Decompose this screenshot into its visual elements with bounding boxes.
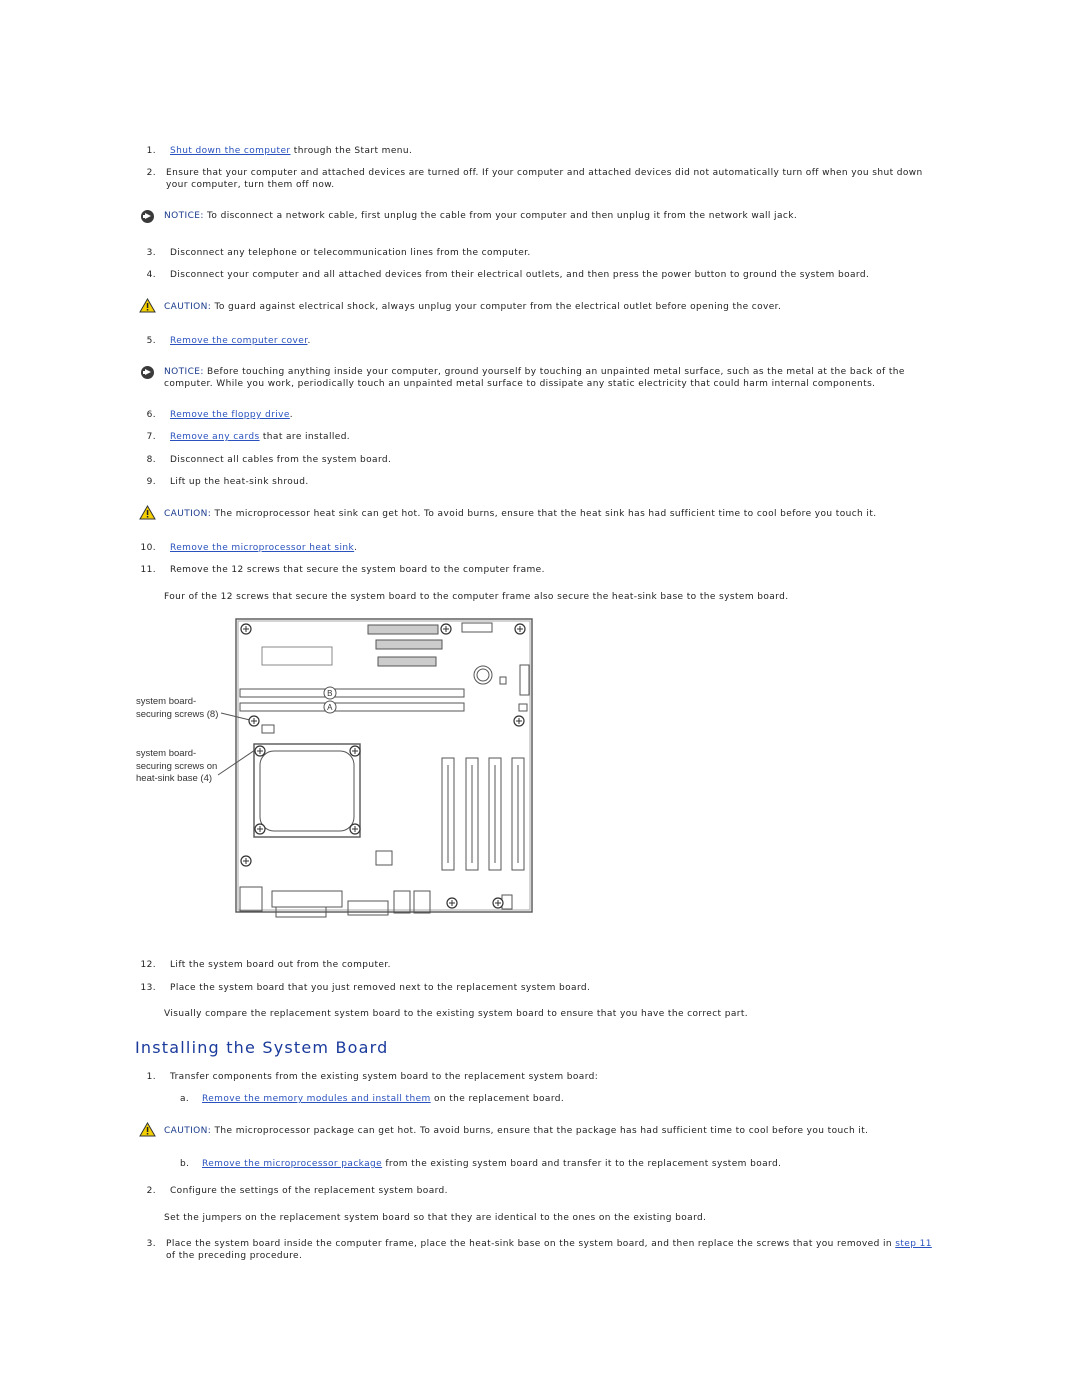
step-number: 4. <box>146 270 156 280</box>
caution-text: CAUTION: The microprocessor package can get hot. To avoid burns, ensure that the package has had sufficient time to cool before you touch it. <box>164 1126 869 1136</box>
caution-icon <box>139 1122 156 1137</box>
step-text: Disconnect all cables from the system board. <box>170 455 392 465</box>
substep-letter: b. <box>180 1159 190 1169</box>
step-text: Remove any cards that are installed. <box>170 432 351 442</box>
step-text: Disconnect any telephone or telecommunication lines from the computer. <box>170 248 531 258</box>
slot-b-label: B <box>327 689 333 698</box>
step-number: 2. <box>146 1186 156 1196</box>
step-number: 6. <box>146 410 156 420</box>
step-text: Ensure that your computer and attached devices are turned off. If your computer and attached devices did not automatically turn off when you shut down your computer, turn them off now. <box>166 168 923 190</box>
callout-heatsink-screws: system board- securing screws on heat-sink base (4) <box>136 748 218 784</box>
step-number: 2. <box>146 168 156 178</box>
remove-memory-link[interactable]: Remove the memory modules and install them <box>202 1094 431 1104</box>
step-number: 10. <box>140 543 156 553</box>
notice-text: NOTICE: Before touching anything inside your computer, ground yourself by touching an unpainted metal surface, such as the metal at the back of the computer. While you work, periodically touch an unpainted metal surface to dissipate any static electricity that could harm internal components. <box>164 367 905 389</box>
step-text: Shut down the computer through the Start menu. <box>170 146 413 156</box>
step-text: Place the system board inside the computer frame, place the heat-sink base on the system board, and then replace the screws that you removed in step 11 of the preceding procedure. <box>166 1239 932 1261</box>
screws-note: Four of the 12 screws that secure the system board to the computer frame also secure the heat-sink base to the system board. <box>164 592 789 602</box>
remove-cards-link[interactable]: Remove any cards <box>170 432 260 442</box>
step-number: 8. <box>146 455 156 465</box>
step-text: Remove the 12 screws that secure the system board to the computer frame. <box>170 565 545 575</box>
step-text: Remove the floppy drive. <box>170 410 294 420</box>
substep-text: Remove the microprocessor package from the existing system board and transfer it to the replacement system board. <box>202 1159 782 1169</box>
step-number: 12. <box>140 960 156 970</box>
step-number: 1. <box>146 146 156 156</box>
step-number: 13. <box>140 983 156 993</box>
step-text: Remove the microprocessor heat sink. <box>170 543 358 553</box>
step-number: 3. <box>146 248 156 258</box>
step-number: 5. <box>146 336 156 346</box>
step-text: Lift up the heat-sink shroud. <box>170 477 309 487</box>
step-text: Transfer components from the existing system board to the replacement system board: <box>170 1072 599 1082</box>
step-text: Place the system board that you just removed next to the replacement system board. <box>170 983 591 993</box>
caution-icon <box>139 298 156 313</box>
section-title: Installing the System Board <box>135 1038 389 1057</box>
caution-icon <box>139 505 156 520</box>
step-text: Disconnect your computer and all attached devices from their electrical outlets, and then press the power button to ground the system board. <box>170 270 870 280</box>
step-number: 9. <box>146 477 156 487</box>
step-text: Remove the computer cover. <box>170 336 311 346</box>
notice-icon <box>141 366 154 379</box>
system-board-diagram <box>136 615 536 920</box>
slot-a-label: A <box>327 703 333 712</box>
step-number: 3. <box>146 1239 156 1249</box>
remove-floppy-link[interactable]: Remove the floppy drive <box>170 410 290 420</box>
remove-heat-sink-link[interactable]: Remove the microprocessor heat sink <box>170 543 355 553</box>
notice-icon <box>141 210 154 223</box>
step-number: 7. <box>146 432 156 442</box>
step-number: 1. <box>146 1072 156 1082</box>
shut-down-link[interactable]: Shut down the computer <box>170 146 291 156</box>
remove-processor-link[interactable]: Remove the microprocessor package <box>202 1159 383 1169</box>
notice-text: NOTICE: To disconnect a network cable, first unplug the cable from your computer and then unplug it from the network wall jack. <box>164 211 798 221</box>
step-11-link[interactable]: step 11 <box>895 1239 932 1249</box>
callout-board-screws: system board- securing screws (8) <box>136 696 219 720</box>
substep-letter: a. <box>180 1094 190 1104</box>
caution-text: CAUTION: To guard against electrical shock, always unplug your computer from the electrical outlet before opening the cover. <box>164 302 782 312</box>
remove-cover-link[interactable]: Remove the computer cover <box>170 336 308 346</box>
compare-note: Visually compare the replacement system board to the existing system board to ensure that you have the correct part. <box>164 1009 749 1019</box>
substep-text: Remove the memory modules and install them on the replacement board. <box>202 1094 565 1104</box>
step-number: 11. <box>140 565 156 575</box>
jumpers-note: Set the jumpers on the replacement system board so that they are identical to the ones on the existing board. <box>164 1213 707 1223</box>
step-text: Lift the system board out from the computer. <box>170 960 391 970</box>
caution-text: CAUTION: The microprocessor heat sink can get hot. To avoid burns, ensure that the heat sink has had sufficient time to cool before you touch it. <box>164 509 877 519</box>
step-text: Configure the settings of the replacement system board. <box>170 1186 448 1196</box>
